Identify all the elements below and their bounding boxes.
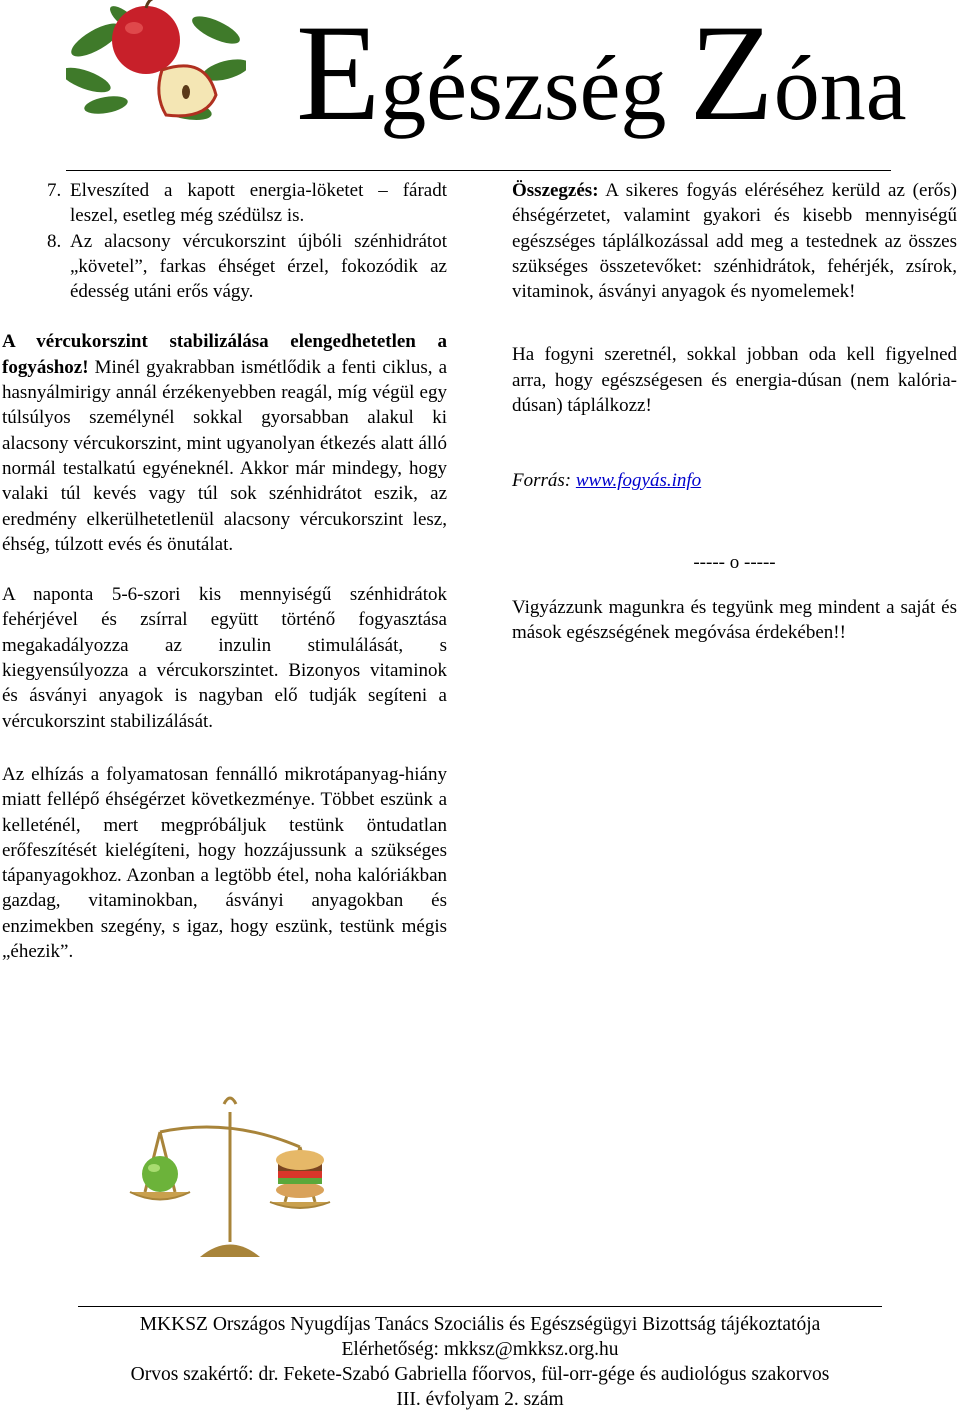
section-heading: A vércukorszint stabilizálása elengedhetetlen a fogyáshoz! [2,331,447,378]
paragraph-cycle: Minél gyakrabban ismétlődik a fenti ciklus, a hasnyálmirigy annál érzékenyebben reagál, míg végül egy túlsúlyos személynél sokkal gyorsabban alakul ki alacsony vércukorszint, mint ugyanolyan étkezés alatt álló normál testalkatú egyéneknél. Akkor már mindegy, hogy valaki túl kevés vagy túl sok szénhidrátot eszik, az eredmény elkerülhetetlenül alacsony vércukorszint lesz, éhség, túlzott evés és önutálat. [2,356,447,555]
footer-issue: III. évfolyam 2. szám [396,1389,564,1410]
footer-committee: MKKSZ Országos Nyugdíjas Tanács Szociális és Egészségügyi Bizottság tájékoztatója [139,1314,821,1335]
closing-paragraph: Vigyázzunk magunkra és tegyünk meg mindent a saját és mások egészségének megóvása érdekében!! [512,596,957,644]
right-column [512,178,957,646]
apple-image [66,0,246,122]
summary-label: Összegzés: [512,180,599,201]
paragraph-fogyni: Ha fogyni szeretnél, sokkal jobban oda kell figyelned arra, hogy egészségesen és energia-dúsan (nem kalória-dúsan) táplálkozz! [512,344,957,417]
header-rule [66,170,891,171]
footer [30,1312,930,1412]
masthead-rest-1: gészség [380,37,690,139]
paragraph-obesity: Az elhízás a folyamatosan fennálló mikrotápanyag-hiány miatt fellépő éhségérzet következménye. Többet eszünk a kelleténél, mert megpróbáljuk testünk öntudatlan erőfeszítését kielégíteni, hogy hozzájussunk a szükséges tápanyagokhoz. Azonban a legtöbb étel, noha kalóriákban gazdag, vitaminokban, ásványi anyagokban és enzimekben szegény, s igaz, hogy eszünk, testünk mégis „éhezik”. [2,763,447,963]
footer-contact: Elérhetőség: mkksz@mkksz.org.hu [341,1339,619,1360]
list-item: 7. Elveszíted a kapott energia-löketet – fáradt leszel, esetleg még szédülsz is. [66,178,447,229]
list-item: 8. Az alacsony vércukorszint újbóli szénhidrátot „követel”, farkas éhséget érzel, fokozódik az édesség utáni erős vágy. [66,229,447,305]
masthead-rest-2: óna [773,37,907,139]
balance-scale-image [120,1092,340,1262]
masthead-cap-e: E [296,0,381,149]
footer-rule [78,1306,882,1307]
footer-expert: Orvos szakértő: dr. Fekete-Szabó Gabriella főorvos, fül-orr-gége és audiológus szakorvos [130,1364,830,1385]
source-label: Forrás: [512,470,576,492]
masthead-cap-z: Z [689,0,774,149]
masthead-title [296,0,936,149]
numbered-list [2,178,447,304]
source-link[interactable]: www.fogyás.info [575,470,702,492]
paragraph-carbs: A naponta 5-6-szori kis mennyiségű szénhidrátok fehérjével és zsírral együtt történő fogyasztása megakadályozza az inzulin stimulálását, s kiegyensúlyozza a vércukorszintet. Bizonyos vitaminok és ásványi anyagok is nagyban elő tudják segíteni a vércukorszint stabilizálását. [2,584,447,732]
summary-text: A sikeres fogyás eléréséhez kerüld az (erős) éhségérzetet, valamint gyakori és kisebb mennyiségű egészséges táplálkozással add meg a testednek az összes szükséges összetevőket: szénhidrátok, fehérjék, zsírok, vitaminok, ásványi anyagok és nyomelemek! [512,180,957,303]
separator: ----- o ----- [693,551,776,573]
left-column [2,178,447,964]
